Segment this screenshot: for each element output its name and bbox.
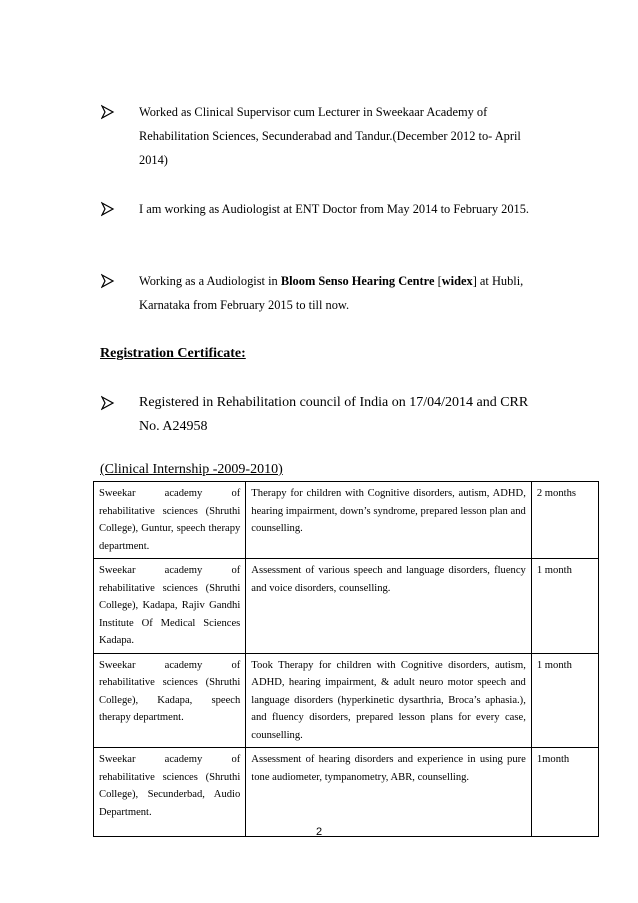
experience-bullet: [121, 100, 551, 172]
brand-name: widex: [441, 274, 473, 288]
duration-cell: 1month: [531, 748, 598, 837]
arrow-bullet-icon: [101, 197, 115, 221]
place-cell: Sweekar academy of rehabilitative sciences (Shruthi College), Kadapa, Rajiv Gandhi Institute Of Medical Sciences Kadapa.: [94, 559, 246, 654]
text-segment: [: [434, 274, 442, 288]
table-row: [94, 482, 599, 559]
text-segment: ] at Hubli, Karnataka from February 2015 to till now.: [139, 274, 524, 312]
table-row: [94, 653, 599, 748]
duration-cell: 1 month: [531, 559, 598, 654]
arrow-bullet-icon: [101, 269, 115, 293]
place-cell: Sweekar academy of rehabilitative sciences (Shruthi College), Guntur, speech therapy department.: [94, 482, 246, 559]
experience-bullet-text: Worked as Clinical Supervisor cum Lecturer in Sweekaar Academy of Rehabilitation Sciences, Secunderabad and Tandur.(December 2012 to- April 2014): [139, 105, 521, 167]
experience-bullet: [121, 197, 551, 221]
registration-heading: Registration Certificate:: [100, 346, 246, 361]
internship-heading: (Clinical Internship -2009-2010): [100, 462, 283, 477]
page-number: 2: [315, 826, 323, 838]
experience-bullet-text: I am working as Audiologist at ENT Doctor from May 2014 to February 2015.: [139, 202, 530, 216]
work-cell: Took Therapy for children with Cognitive disorders, autism, ADHD, hearing impairment, & adult neuro motor speech and language disorders (hyperkinetic dysarthria, Broca’s aphasia.), and fluency disorders, prepared lesson plans for every case, counselling.: [246, 653, 532, 748]
arrow-bullet-icon: [101, 391, 115, 415]
arrow-bullet-icon: [101, 100, 115, 124]
experience-bullet-text: [139, 269, 551, 317]
work-cell: Assessment of hearing disorders and experience in using pure tone audiometer, tympanometry, ABR, counselling.: [246, 748, 532, 837]
registration-text: Registered in Rehabilitation council of India on 17/04/2014 and CRR No. A24958: [139, 395, 529, 434]
table-row: [94, 559, 599, 654]
duration-cell: 1 month: [531, 653, 598, 748]
experience-bullet: [121, 269, 551, 317]
table-row: [94, 748, 599, 837]
internship-table: [93, 481, 599, 837]
work-cell: Therapy for children with Cognitive disorders, autism, ADHD, hearing impairment, down’s syndrome, prepared lesson plan and counselling.: [246, 482, 532, 559]
registration-bullet: [121, 391, 551, 439]
place-cell: Sweekar academy of rehabilitative sciences (Shruthi College), Kadapa, speech therapy department.: [94, 653, 246, 748]
place-cell: Sweekar academy of rehabilitative sciences (Shruthi College), Secunderbad, Audio Department.: [94, 748, 246, 837]
work-cell: Assessment of various speech and language disorders, fluency and voice disorders, counselling.: [246, 559, 532, 654]
duration-cell: 2 months: [531, 482, 598, 559]
text-segment: Working as a Audiologist in: [139, 274, 281, 288]
employer-name: Bloom Senso Hearing Centre: [280, 274, 435, 288]
